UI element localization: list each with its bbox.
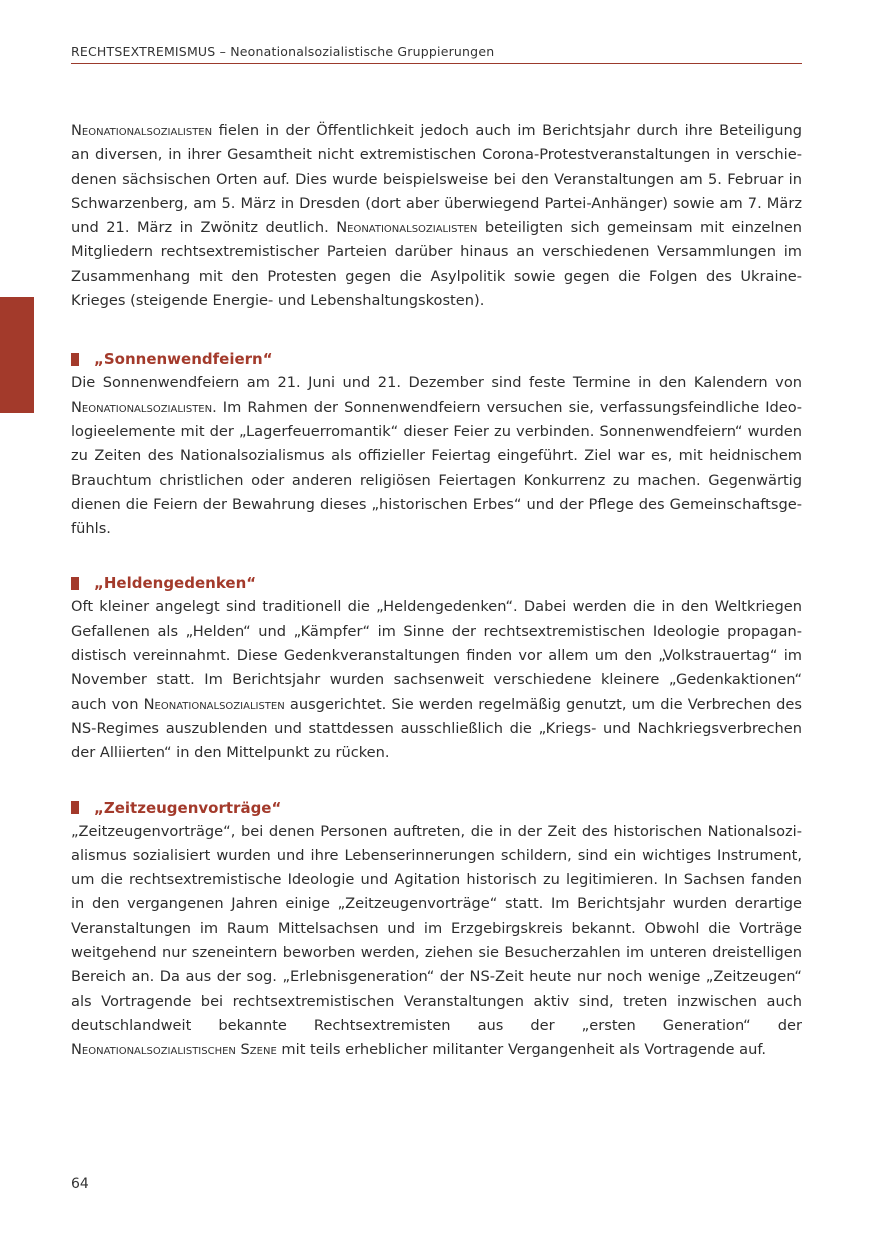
square-bullet-icon	[71, 577, 79, 590]
heldengedenken-paragraph	[71, 595, 802, 765]
smallcaps-term: Neonationalsozialisten	[336, 219, 478, 237]
text-run: Die Sonnenwendfeiern am 21. Juni und 21. Dezember sind feste Termine in den Kalendern von	[71, 374, 802, 392]
running-header: RECHTSEXTREMISMUS – Neonationalsozialistische Gruppierungen	[71, 44, 802, 64]
chapter-side-tab	[0, 297, 34, 413]
text-run: Oft kleiner angelegt sind traditionell die „Heldengedenken“. Dabei werden die in den Weltkriegen Gefallenen als „Helden“ und „Kämpfer“ im Sinne der rechtsextremistischen Ideologie propagandistisch vereinnahmt. Diese Gedenkveranstaltungen finden vor allem um den „Volkstrauertag“ im November statt. Im Berichtsjahr wurden sachsenweit verschiedene kleinere „Gedenkaktionen“ auch von	[71, 598, 802, 713]
text-run: mit teils erheblicher militanter Vergangenheit als Vortragende auf.	[276, 1041, 767, 1059]
section-heading-heldengedenken	[71, 571, 802, 595]
text-run: ausgerichtet. Sie werden regelmäßig genutzt, um die Verbrechen des NS-Regimes auszublenden und stattdessen ausschließlich die „Kriegs- und Nachkriegsverbrechen der Alliierten“ in den Mittelpunkt zu rücken.	[71, 695, 803, 762]
smallcaps-term: Neonationalsozialisten	[71, 398, 213, 416]
text-run: beteiligten sich gemeinsam mit einzelnen Mitgliedern rechtsextremistischer Parteien darüber hinaus an verschiedenen Versammlungen im Zusammenhang mit den Protesten gegen die Asylpolitik sowie gegen die Folgen des Ukraine-Krieges (steigende Energie- und Lebenshaltungskosten).	[71, 219, 802, 310]
section-heading-sonnenwendfeiern	[71, 347, 802, 371]
section-heading-text: „Zeitzeugenvorträge“	[94, 798, 282, 817]
text-run: „Zeitzeugenvorträge“, bei denen Personen auftreten, die in der Zeit des historischen Nationalsozialismus sozialisiert wurden und ihre Lebenserinnerungen schildern, sind ein wichtiges Instrument, um die rechtsextremistische Ideologie und Agitation historisch zu legitimieren. In Sachsen fanden in den vergangenen Jahren einige „Zeitzeugenvorträge“ statt. Im Berichtsjahr wurden derartige Veranstaltungen im Raum Mittelsachsen und im Erzgebirgskreis bekannt. Obwohl die Vorträge weitgehend nur szeneintern beworben werden, ziehen sie Besucherzahlen im unteren dreistelligen Bereich an. Da aus der sog. „Erlebnisgeneration“ der NS-Zeit heute nur noch wenige „Zeitzeugen“ als Vortragende bei rechtsextremistischen Veranstaltungen aktiv sind, treten inzwischen auch deutschlandweit bekannte Rechtsextremisten aus der „ersten Generation“ der	[71, 822, 802, 1034]
zeitzeugenvortraege-paragraph	[71, 820, 802, 1063]
square-bullet-icon	[71, 353, 79, 366]
page-number: 64	[71, 1176, 89, 1192]
text-run: fielen in der Öffentlichkeit jedoch auch im Berichtsjahr durch ihre Beteiligung an diversen, in ihrer Gesamtheit nicht extremistischen Corona-Protestveranstaltungen in verschiedenen sächsischen Orten auf. Dies wurde beispielsweise bei den Veranstaltungen am 5. Februar in Schwarzenberg, am 5. März in Dresden (dort aber überwiegend Partei-Anhänger) sowie am 7. März und 21. März in Zwönitz deutlich.	[71, 122, 802, 237]
smallcaps-term: Neonationalsozialisten	[143, 695, 285, 713]
smallcaps-term: Neonationalsozialistischen Szene	[71, 1041, 277, 1059]
page-content	[71, 119, 802, 1063]
section-heading-text: „Sonnenwendfeiern“	[94, 350, 273, 369]
intro-paragraph	[71, 119, 802, 313]
section-heading-zeitzeugenvortraege	[71, 796, 802, 820]
square-bullet-icon	[71, 801, 79, 814]
smallcaps-term: Neonationalsozialisten	[71, 122, 213, 139]
text-run: . Im Rahmen der Sonnenwendfeiern versuchen sie, verfassungsfeindliche Ideologieelemente mit der „Lagerfeuerromantik“ dieser Feier zu verbinden. Sonnenwendfeiern“ wurden zu Zeiten des Nationalsozialismus als offizieller Feiertag eingeführt. Ziel war es, mit heidnischem Brauchtum christlichen oder anderen religiösen Feiertagen Konkurrenz zu machen. Gegenwärtig dienen die Feiern der Bewahrung dieses „historischen Erbes“ und der Pflege des Gemeinschaftsgefühls.	[71, 398, 802, 538]
section-heading-text: „Heldengedenken“	[94, 574, 257, 593]
sonnenwendfeiern-paragraph	[71, 371, 802, 541]
